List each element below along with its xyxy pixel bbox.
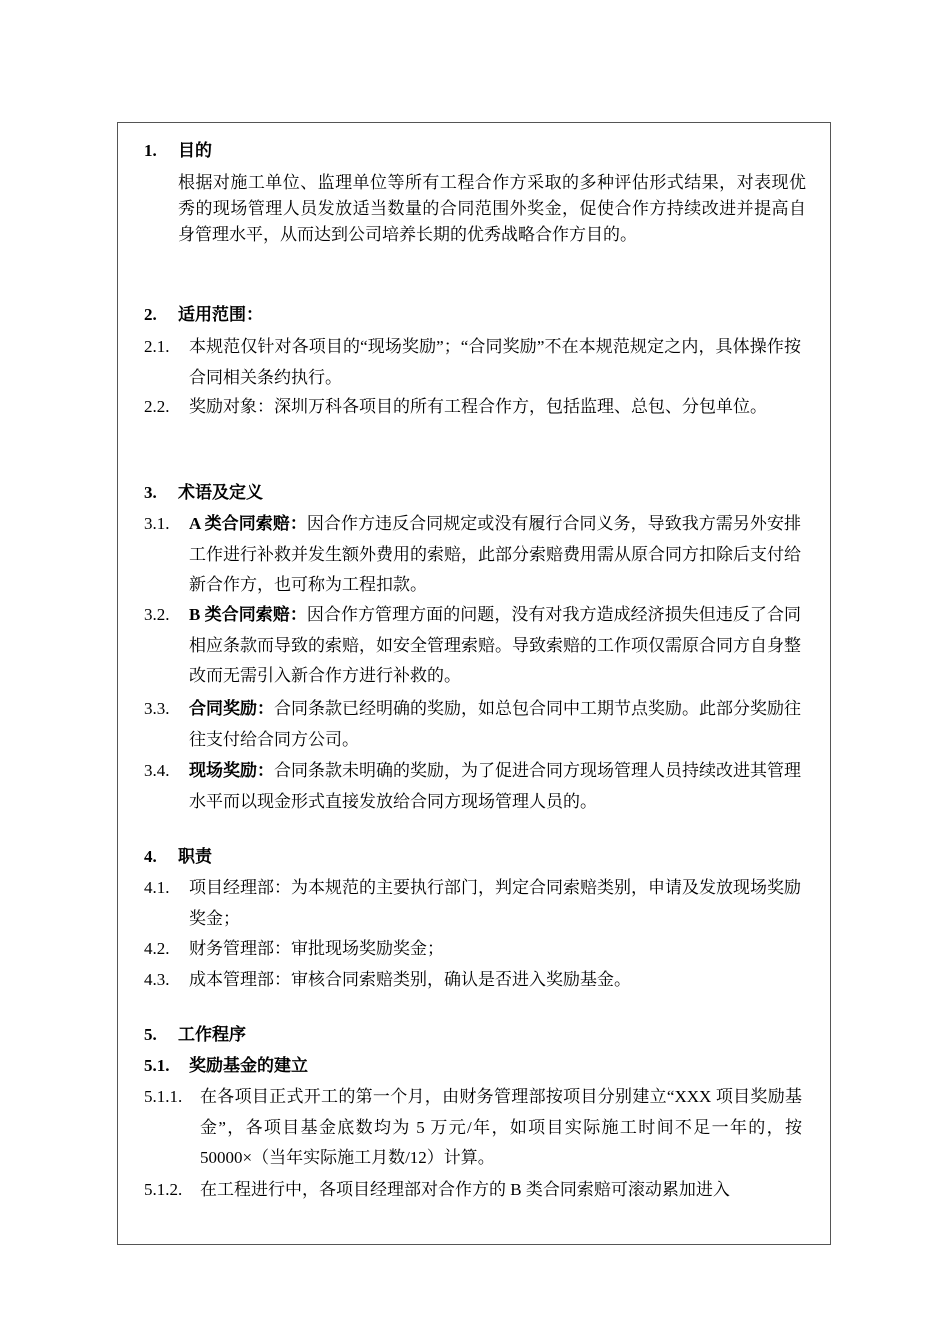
item-2-1: 2.1. 本规范仅针对各项目的“现场奖励”；“合同奖励”不在本规范规定之内，具体操作按合同相关条约执行。 — [144, 337, 801, 387]
item-5-1-2: 5.1.2. 在工程进行中，各项目经理部对合作方的 B 类合同索赔可滚动累加进入 — [144, 1180, 730, 1199]
subsection-5-1-heading: 5.1. 奖励基金的建立 — [144, 1056, 308, 1075]
section-1-heading: 1. 目的 — [144, 141, 212, 160]
term-label: A 类合同索赔： — [189, 514, 307, 533]
term-label: 现场奖励： — [189, 761, 274, 780]
section-5-heading: 5. 工作程序 — [144, 1025, 246, 1044]
item-3-1: 3.1. A 类合同索赔：因合作方违反合同规定或没有履行合同义务，导致我方需另外安排工作进行补救并发生额外费用的索赔，此部分索赔费用需从原合同方扣除后支付给新合作方，也可称为工程扣款。 — [144, 514, 801, 594]
item-4-3: 4.3. 成本管理部：审核合同索赔类别，确认是否进入奖励基金。 — [144, 970, 631, 989]
item-4-2: 4.2. 财务管理部：审批现场奖励奖金； — [144, 939, 444, 958]
item-3-2: 3.2. B 类合同索赔：因合作方管理方面的问题，没有对我方造成经济损失但违反了合同相应条款而导致的索赔，如安全管理索赔。导致索赔的工作项仅需原合同方自身整改而无需引入新合作方进行补救的。 — [144, 605, 801, 685]
item-3-3: 3.3. 合同奖励：合同条款已经明确的奖励，如总包合同中工期节点奖励。此部分奖励往往支付给合同方公司。 — [144, 699, 801, 749]
item-5-1-1: 5.1.1. 在各项目正式开工的第一个月，由财务管理部按项目分别建立“XXX 项目奖励基金”，各项目基金底数均为 5 万元/年，如项目实际施工时间不足一年的，按 50000×（当年实际施工月数/12）计算。 — [144, 1087, 802, 1167]
section-2-heading: 2. 适用范围： — [144, 305, 263, 324]
term-label: 合同奖励： — [189, 699, 274, 718]
section-4-heading: 4. 职责 — [144, 847, 212, 866]
section-1-body: 根据对施工单位、监理单位等所有工程合作方采取的多种评估形式结果，对表现优秀的现场管理人员发放适当数量的合同范围外奖金，促使合作方持续改进并提高自身管理水平，从而达到公司培养长期的优秀战略合作方目的。 — [178, 173, 806, 244]
item-4-1: 4.1. 项目经理部：为本规范的主要执行部门，判定合同索赔类别，申请及发放现场奖励奖金； — [144, 878, 801, 928]
term-label: B 类合同索赔： — [189, 605, 307, 624]
item-3-4: 3.4. 现场奖励：合同条款未明确的奖励，为了促进合同方现场管理人员持续改进其管理水平而以现金形式直接发放给合同方现场管理人员的。 — [144, 761, 801, 811]
item-2-2: 2.2. 奖励对象：深圳万科各项目的所有工程合作方，包括监理、总包、分包单位。 — [144, 397, 767, 416]
section-3-heading: 3. 术语及定义 — [144, 483, 263, 502]
